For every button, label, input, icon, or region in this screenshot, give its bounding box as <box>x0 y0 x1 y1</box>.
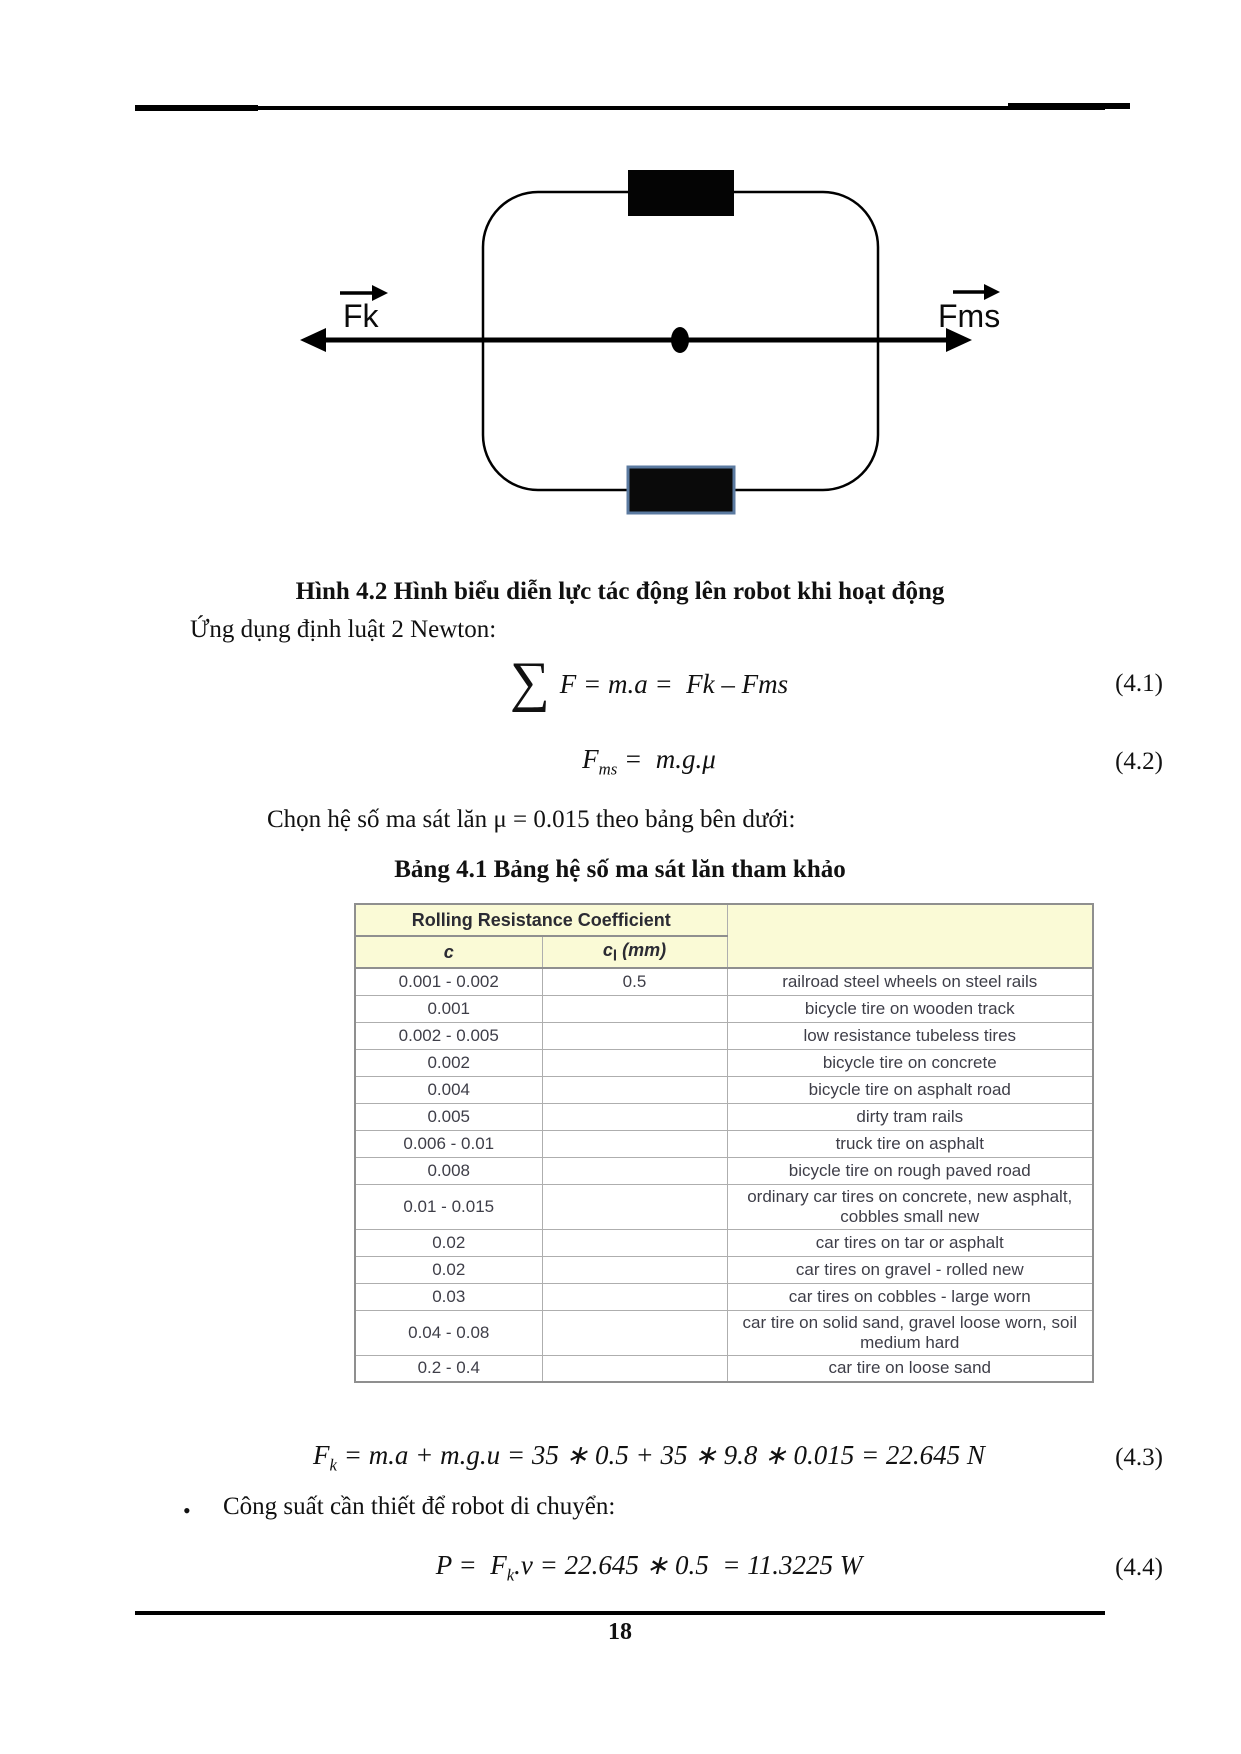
table-row <box>355 1310 1093 1355</box>
cell-cl <box>542 1130 727 1157</box>
cell-cl <box>542 995 727 1022</box>
table-title: Bảng 4.1 Bảng hệ số ma sát lăn tham khảo <box>394 856 846 883</box>
paragraph-power: Công suất cần thiết để robot di chuyển: <box>223 1493 616 1520</box>
cell-c: 0.03 <box>355 1283 542 1310</box>
table-row <box>355 1022 1093 1049</box>
bullet-marker: • <box>183 1498 191 1523</box>
table-row <box>355 1157 1093 1184</box>
cell-cl <box>542 1355 727 1382</box>
equation-4-4-number: (4.4) <box>1115 1554 1163 1581</box>
equation-4-4 <box>135 1548 1163 1588</box>
table-body <box>355 968 1093 1382</box>
cell-desc: bicycle tire on asphalt road <box>727 1076 1093 1103</box>
header-description-empty <box>727 904 1093 968</box>
fk-label: Fk <box>343 298 379 334</box>
rolling-resistance-table <box>354 903 1094 1383</box>
cell-c: 0.004 <box>355 1076 542 1103</box>
cell-c: 0.001 - 0.002 <box>355 968 542 995</box>
cell-desc: low resistance tubeless tires <box>727 1022 1093 1049</box>
equation-4-1 <box>135 646 1163 722</box>
cell-c: 0.02 <box>355 1229 542 1256</box>
wheel-top <box>628 170 734 216</box>
cell-desc: car tires on tar or asphalt <box>727 1229 1093 1256</box>
table-row <box>355 1076 1093 1103</box>
wheel-bottom <box>628 467 734 513</box>
cell-cl <box>542 1310 727 1355</box>
cell-desc: car tires on gravel - rolled new <box>727 1256 1093 1283</box>
paragraph-newton: Ứng dụng định luật 2 Newton: <box>190 616 497 643</box>
cell-c: 0.2 - 0.4 <box>355 1355 542 1382</box>
cell-c: 0.001 <box>355 995 542 1022</box>
cell-desc: bicycle tire on wooden track <box>727 995 1093 1022</box>
table-row <box>355 1256 1093 1283</box>
cell-desc: ordinary car tires on concrete, new asphalt, cobbles small new <box>727 1184 1093 1229</box>
sigma-symbol: ∑ <box>509 651 550 713</box>
table-row <box>355 1283 1093 1310</box>
header-rolling-resistance: Rolling Resistance Coefficient <box>355 904 727 936</box>
equation-4-2-number: (4.2) <box>1115 748 1163 775</box>
cell-cl <box>542 1049 727 1076</box>
robot-force-figure <box>150 138 1050 530</box>
table-row <box>355 1103 1093 1130</box>
paragraph-friction: Chọn hệ số ma sát lăn μ = 0.015 theo bảng bên dưới: <box>267 806 796 833</box>
table-row <box>355 968 1093 995</box>
cell-c: 0.006 - 0.01 <box>355 1130 542 1157</box>
table-header-group-row <box>355 904 1093 936</box>
equation-4-3 <box>135 1438 1163 1478</box>
table-row <box>355 1355 1093 1382</box>
page-number: 18 <box>608 1619 632 1645</box>
table-row <box>355 995 1093 1022</box>
table-row <box>355 1049 1093 1076</box>
cell-cl <box>542 1157 727 1184</box>
cell-desc: truck tire on asphalt <box>727 1130 1093 1157</box>
fms-label: Fms <box>938 298 1001 334</box>
cell-desc: dirty tram rails <box>727 1103 1093 1130</box>
cell-cl <box>542 1022 727 1049</box>
cell-desc: railroad steel wheels on steel rails <box>727 968 1093 995</box>
cell-c: 0.02 <box>355 1256 542 1283</box>
cell-c: 0.01 - 0.015 <box>355 1184 542 1229</box>
cell-cl: 0.5 <box>542 968 727 995</box>
cell-desc: car tire on solid sand, gravel loose worn, soil medium hard <box>727 1310 1093 1355</box>
cell-cl <box>542 1184 727 1229</box>
equation-4-2-body: $F_{ms} = m.g.\mu$ <box>582 744 716 779</box>
cell-desc: car tire on loose sand <box>727 1355 1093 1382</box>
header-c: c <box>355 936 542 968</box>
cell-c: 0.04 - 0.08 <box>355 1310 542 1355</box>
cell-c: 0.002 <box>355 1049 542 1076</box>
footer-rule <box>135 1611 1105 1615</box>
cell-c: 0.008 <box>355 1157 542 1184</box>
cell-cl <box>542 1256 727 1283</box>
table-row <box>355 1229 1093 1256</box>
header-cl-mm: $c_l$ (mm) <box>542 936 727 968</box>
center-of-mass-dot <box>671 327 689 353</box>
equation-4-1-number: (4.1) <box>1115 670 1163 697</box>
cell-desc: bicycle tire on rough paved road <box>727 1157 1093 1184</box>
cell-cl <box>542 1283 727 1310</box>
equation-4-2 <box>135 742 1163 782</box>
cell-desc: car tires on cobbles - large worn <box>727 1283 1093 1310</box>
table-row <box>355 1130 1093 1157</box>
equation-4-1-body: F = m.a = Fk – Fms <box>559 668 789 699</box>
arrowhead-left <box>300 328 326 352</box>
cell-c: 0.002 - 0.005 <box>355 1022 542 1049</box>
table-row <box>355 1184 1093 1229</box>
cell-c: 0.005 <box>355 1103 542 1130</box>
cell-cl <box>542 1076 727 1103</box>
figure-caption: Hình 4.2 Hình biểu diễn lực tác động lên robot khi hoạt động <box>295 578 945 605</box>
equation-4-3-number: (4.3) <box>1115 1444 1163 1471</box>
equation-4-3-body: $F_k = m.a + m.g.u = 35$ ∗ 0.5 + 35 ∗ 9.8 ∗ 0.015 = 22.645 N <box>313 1440 985 1475</box>
cell-desc: bicycle tire on concrete <box>727 1049 1093 1076</box>
cell-cl <box>542 1103 727 1130</box>
cell-cl <box>542 1229 727 1256</box>
equation-4-4-body: $P = F_k.v = 22.645$ ∗ 0.5 = 11.3225 W <box>435 1550 863 1585</box>
